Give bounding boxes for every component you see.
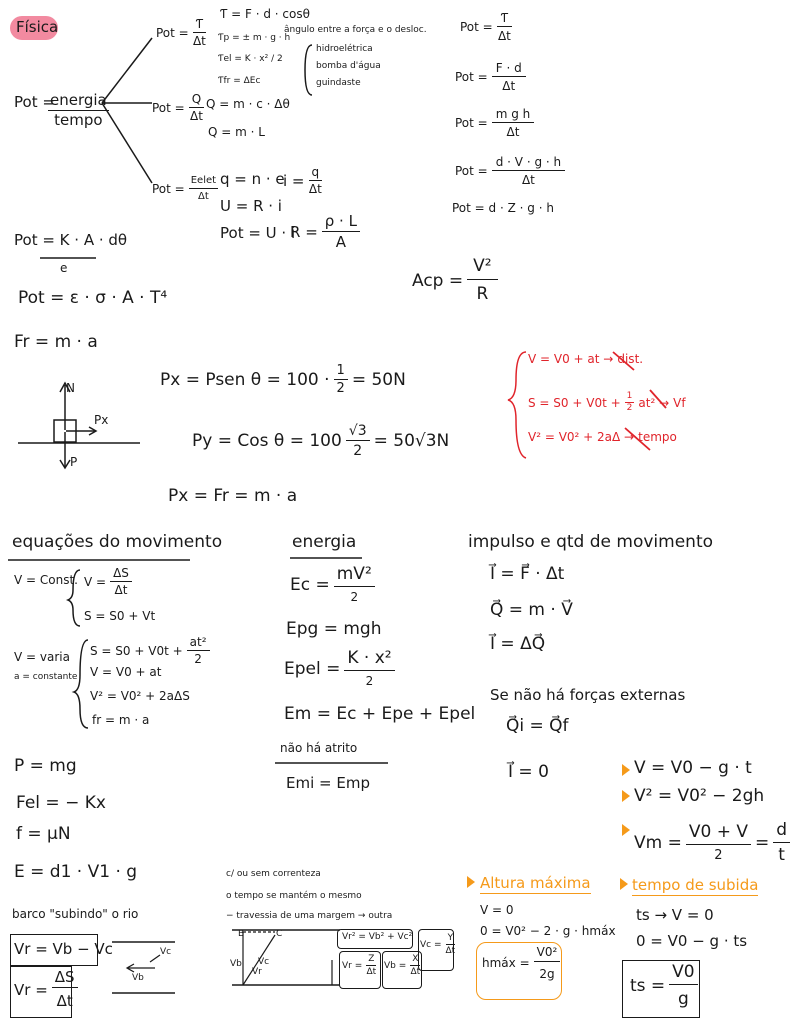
half-num: 1 (334, 364, 348, 380)
right-pot-3-lhs: Pot = (455, 116, 488, 130)
current-den: Δt (308, 182, 322, 196)
eelet-num: Eelet (189, 176, 218, 189)
no-external-forces: Se não há forças externas (490, 686, 686, 704)
elastic-force: Fel = − Kx (16, 793, 106, 813)
red-eq-3-text: V² = V0² + 2aΔ → (528, 430, 635, 444)
resistance-lhs: R = (290, 223, 318, 241)
impulse-theorem: I⃗ = ΔQ⃗ (490, 634, 546, 654)
example-2: bomba d'água (316, 61, 381, 71)
right-pot-1-lhs: Pot = (460, 20, 493, 34)
pot-tau-lhs: Pot = (156, 25, 189, 40)
motion-const: V = Const. (14, 573, 78, 587)
river-vc-den: Δt (445, 946, 456, 956)
river-label-c: C (276, 929, 283, 939)
vr-ratio (14, 970, 78, 1009)
torricelli-free-fall: V² = V0² − 2gh (634, 786, 765, 806)
red-half-num: 1 (626, 391, 633, 401)
max-height-heading-text: Altura máxima (480, 874, 591, 892)
vm-lhs: Vm = (634, 833, 682, 853)
friction-force: Fr = m · a (14, 332, 98, 352)
vr-ratio-lhs: Vr = (14, 980, 48, 999)
vm2-num: d (773, 822, 790, 843)
acp-lhs: Acp = (412, 270, 464, 291)
resistance-num: ρ · L (322, 214, 360, 232)
river-note-1: c/ ou sem correnteza (226, 869, 321, 879)
vr-diff: Vr = Vb − Vc (14, 940, 113, 958)
weight-label: P (70, 455, 78, 469)
right-pot-4-num: d · V · g · h (492, 156, 565, 171)
acp-num: V² (467, 258, 497, 280)
red-eq-2-text: S = S0 + V0t + (528, 395, 621, 410)
motion-torricelli: V² = V0² + 2aΔS (90, 689, 190, 703)
right-pot-1-den: Δt (497, 29, 511, 43)
energy-heading: energia (292, 532, 357, 552)
acp-den: R (476, 284, 489, 304)
impulse-formula: I⃗ = F⃗ · Δt (490, 564, 565, 584)
motion-v-num: ΔS (110, 567, 132, 582)
motion-v-lhs: V = (84, 574, 107, 589)
river-label-vb: Vb (230, 959, 242, 969)
red-eq-3-crossed: tempo (638, 430, 677, 444)
epel-lhs: Epel = (284, 658, 341, 679)
motion-var: V = varia (14, 650, 70, 664)
river-note-3: − travessia de uma margem → outra (226, 911, 393, 921)
red-eq-2 (528, 392, 686, 413)
ohm-law: U = R · i (220, 197, 282, 215)
river-vc-num: Y (447, 933, 454, 943)
conduction-lhs: Pot = K · A · dθ (14, 231, 128, 249)
current-lhs: i = (283, 171, 305, 190)
page-title: Física (16, 18, 59, 36)
py-eq-result: = 50√3N (373, 431, 450, 451)
motion-v-var: V = V0 + at (90, 665, 162, 679)
weight-formula: P = mg (14, 756, 77, 776)
root-num: √3 (346, 424, 370, 441)
epel-den: 2 (365, 674, 374, 688)
charge-formula: q = n · e (220, 170, 285, 188)
px-label: Px (94, 413, 109, 427)
motion-fr: fr = m · a (92, 713, 150, 727)
energia-label: energia (50, 91, 107, 109)
energy-conservation: Emi = Emp (286, 774, 370, 792)
buoyancy: E = d1 · V1 · g (14, 862, 138, 882)
river-vb-num: X (412, 954, 419, 964)
river-vb-den: Δt (410, 967, 421, 977)
river-vr-lhs: Vr = (342, 961, 363, 971)
right-pot-4-den: Δt (521, 173, 535, 187)
vm-equals: = (754, 833, 770, 853)
current-num: q (309, 166, 323, 181)
boat-vc-label: Vc (160, 947, 172, 957)
centripetal-eq (412, 258, 498, 303)
right-pot-4-lhs: Pot = (455, 164, 488, 178)
momentum-formula: Q⃗ = m · V⃗ (490, 600, 573, 620)
red-eq-1-crossed: dist. (617, 352, 644, 366)
river-label-b: B (238, 929, 245, 939)
half-den: 2 (336, 381, 345, 396)
py-equation (192, 424, 449, 458)
river-note-2: o tempo se mantém o mesmo (226, 891, 362, 901)
river-vr-den: Δt (366, 967, 377, 977)
eelet-den: Δt (198, 191, 209, 202)
tau-definition: Ƭ = F · d · cosθ (220, 7, 310, 21)
px-eq-lhs: Px = Psen θ = 100 · (160, 369, 330, 390)
right-pot-1-num: Ƭ (497, 12, 512, 27)
friction-normal: f = μN (16, 824, 71, 844)
motion-s-var (90, 636, 210, 665)
q-latent-formula: Q = m · L (208, 125, 265, 139)
ec-den: 2 (350, 590, 359, 604)
py-eq-lhs: Py = Cos θ = 100 (192, 431, 342, 451)
motion-at2-num: at² (187, 636, 210, 651)
river-label-vc: Vc (258, 957, 270, 967)
right-pot-5: Pot = d · Z · g · h (452, 201, 554, 215)
right-pot-2-num: F · d (492, 62, 526, 77)
impulse-heading: impulso e qtd de movimento (468, 532, 714, 552)
px-equation (160, 364, 406, 395)
river-vb-eq (384, 955, 420, 977)
river-vr-num: Z (368, 954, 375, 964)
rise-time-heading-text: tempo de subida (632, 876, 759, 894)
motion-s-eq: S = S0 + Vt (84, 609, 156, 623)
tau-angle-note: ângulo entre a força e o desloc. (284, 25, 427, 35)
tau-weight: Ƭp = ± m · g · h (218, 33, 291, 43)
right-pot-2-lhs: Pot = (455, 70, 488, 84)
river-vb-lhs: Vb = (384, 961, 407, 971)
boat-note: barco "subindo" o rio (12, 907, 139, 921)
max-height-eq (482, 946, 560, 980)
conduction-den: e (60, 261, 68, 275)
momentum-conservation: Q⃗i = Q⃗f (506, 716, 569, 736)
ts-lhs: ts = (630, 976, 666, 996)
tempo-label: tempo (54, 111, 103, 129)
elastic-energy (284, 650, 395, 687)
red-eq-3 (528, 430, 677, 444)
mean-velocity (634, 822, 790, 864)
motion-a-const: a = constante (14, 672, 78, 682)
motion-heading: equações do movimento (12, 532, 223, 552)
boat-vb-label: Vb (132, 973, 144, 983)
pot-q-lhs: Pot = (152, 100, 185, 115)
ec-lhs: Ec = (290, 574, 330, 595)
resistance-den: A (335, 233, 346, 251)
rise-time-heading (632, 878, 758, 893)
rise-time-cond: ts → V = 0 (636, 906, 714, 924)
vm-num: V0 + V (686, 824, 751, 845)
example-3: guindaste (316, 78, 361, 88)
tau-friction: Ƭfr = ΔEc (218, 76, 261, 86)
no-friction-note: não há atrito (280, 741, 358, 755)
normal-label: N (66, 381, 75, 395)
motion-v-den: Δt (114, 583, 128, 597)
vr-ratio-num: ΔS (52, 970, 78, 988)
red-half-den: 2 (626, 403, 633, 413)
ts-num: V0 (669, 964, 697, 985)
px-newton: Px = Fr = m · a (168, 486, 298, 506)
pot-lhs: Pot = (14, 93, 55, 111)
hmax-num: V0² (534, 946, 561, 962)
vm-den: 2 (714, 848, 723, 863)
q-heat-formula: Q = m · c · Δθ (206, 97, 290, 111)
max-height-heading (480, 876, 591, 891)
q-num: Q (189, 93, 204, 108)
motion-v-eq (84, 567, 132, 596)
river-label-vr: Vr (252, 967, 262, 977)
hmax-lhs: hmáx = (482, 956, 530, 970)
rise-time-eq: 0 = V0 − g · ts (636, 932, 748, 950)
right-pot-3-num: m g h (492, 108, 535, 123)
right-pot-2-den: Δt (502, 79, 516, 93)
pot-el-lhs: Pot = (152, 182, 185, 196)
root-den: 2 (353, 443, 363, 459)
q-den: Δt (190, 109, 203, 123)
kinetic-energy (290, 566, 375, 603)
example-1: hidroelétrica (316, 44, 373, 54)
red-eq-2-tail: at² → (638, 395, 670, 410)
radiation-law: Pot = ε · σ · A · T⁴ (18, 288, 168, 308)
mechanical-energy: Em = Ec + Epe + Epel (284, 704, 476, 724)
river-vr-eq (342, 955, 376, 977)
max-height-torricelli: 0 = V0² − 2 · g · hmáx (480, 924, 616, 938)
tau-elastic: Ƭel = K · x² / 2 (218, 54, 283, 64)
px-eq-result: = 50N (351, 369, 406, 390)
epel-num: K · x² (344, 650, 394, 671)
red-eq-1-text: V = V0 + at → (528, 352, 614, 366)
electric-power: Pot = U · i (220, 224, 296, 242)
impulse-zero: I⃗ = 0 (508, 762, 549, 782)
motion-at2-den: 2 (194, 652, 202, 666)
vr-ratio-den: Δt (56, 992, 73, 1010)
ts-den: g (678, 989, 689, 1009)
right-pot-3-den: Δt (506, 125, 520, 139)
red-eq-1 (528, 352, 643, 366)
ec-num: mV² (334, 566, 375, 587)
motion-s-var-lhs: S = S0 + V0t + (90, 643, 183, 658)
vm2-den: t (778, 845, 785, 865)
max-height-v0: V = 0 (480, 903, 514, 917)
red-eq-2-crossed: Vf (673, 395, 686, 410)
rise-time-result (630, 964, 698, 1008)
tau-num: Ƭ (193, 18, 206, 33)
river-pythagoras: Vr² = Vb² + Vc² (342, 932, 413, 942)
river-vc-eq (420, 934, 455, 956)
gravitational-energy: Epg = mgh (286, 619, 382, 639)
river-vc-lhs: Vc = (420, 940, 442, 950)
velocity-free-fall: V = V0 − g · t (634, 758, 752, 778)
tau-den: Δt (192, 34, 206, 48)
hmax-den: 2g (539, 967, 555, 981)
